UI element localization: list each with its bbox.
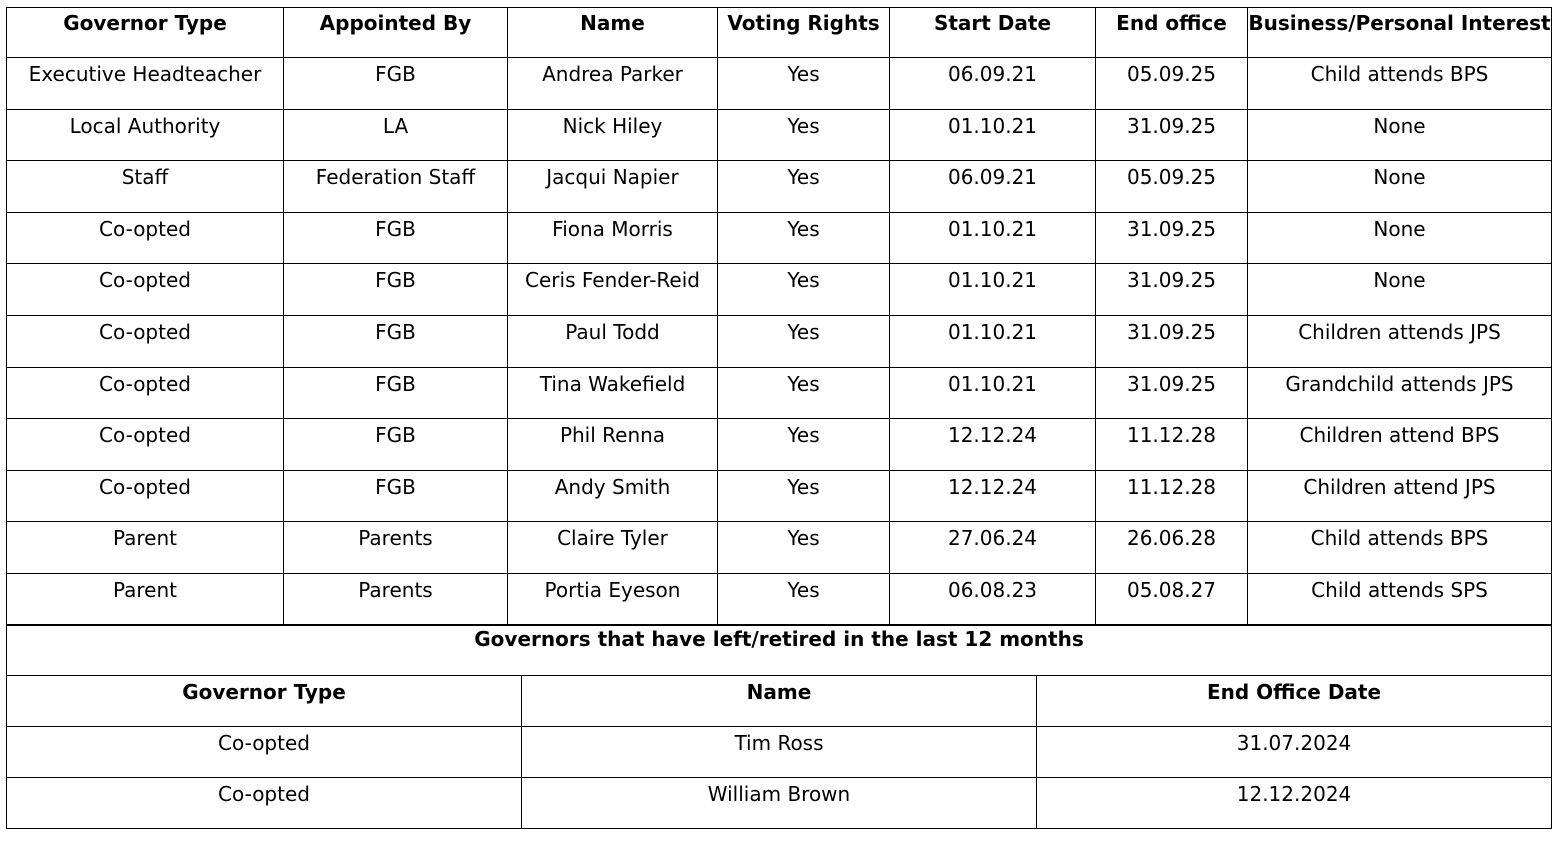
left-governors-table-body — [7, 727, 1552, 829]
table-cell: None — [1248, 161, 1552, 213]
table-cell: 01.10.21 — [890, 264, 1096, 316]
section-title-row — [7, 625, 1552, 676]
column-header: Name — [508, 8, 718, 58]
table-cell: William Brown — [522, 778, 1037, 829]
table-cell: Co-opted — [7, 367, 284, 419]
table-cell: 05.09.25 — [1096, 58, 1248, 110]
table-cell: 31.09.25 — [1096, 264, 1248, 316]
table-cell: Parent — [7, 573, 284, 625]
table-cell: Co-opted — [7, 315, 284, 367]
table-row — [7, 470, 1552, 522]
table-cell: Child attends BPS — [1248, 58, 1552, 110]
left-governors-table — [6, 624, 1552, 829]
table-cell: Yes — [718, 470, 890, 522]
table-cell: 05.09.25 — [1096, 161, 1248, 213]
table-cell: Ceris Fender-Reid — [508, 264, 718, 316]
table-cell: Co-opted — [7, 419, 284, 471]
header-row — [7, 8, 1552, 58]
table-cell: 06.09.21 — [890, 161, 1096, 213]
table-cell: 12.12.2024 — [1037, 778, 1552, 829]
table-cell: Paul Todd — [508, 315, 718, 367]
table-row — [7, 778, 1552, 829]
governors-table — [6, 7, 1552, 626]
table-cell: Yes — [718, 573, 890, 625]
table-cell: Phil Renna — [508, 419, 718, 471]
table-cell: Local Authority — [7, 109, 284, 161]
table-cell: Yes — [718, 161, 890, 213]
table-cell: Co-opted — [7, 470, 284, 522]
table-cell: Andrea Parker — [508, 58, 718, 110]
table-cell: Yes — [718, 212, 890, 264]
column-header: Governor Type — [7, 8, 284, 58]
table-cell: Nick Hiley — [508, 109, 718, 161]
table-cell: FGB — [284, 470, 508, 522]
table-cell: 31.07.2024 — [1037, 727, 1552, 778]
column-header: End office — [1096, 8, 1248, 58]
table-cell: Federation Staff — [284, 161, 508, 213]
table-cell: Andy Smith — [508, 470, 718, 522]
table-row — [7, 522, 1552, 574]
column-header: Name — [522, 676, 1037, 727]
column-header: Start Date — [890, 8, 1096, 58]
table-cell: 01.10.21 — [890, 315, 1096, 367]
table-cell: Child attends SPS — [1248, 573, 1552, 625]
table-cell: FGB — [284, 367, 508, 419]
table-cell: Yes — [718, 367, 890, 419]
table-cell: None — [1248, 264, 1552, 316]
table-cell: Co-opted — [7, 212, 284, 264]
table-cell: Claire Tyler — [508, 522, 718, 574]
column-header: End Office Date — [1037, 676, 1552, 727]
table-row — [7, 58, 1552, 110]
table-row — [7, 419, 1552, 471]
table-cell: 05.08.27 — [1096, 573, 1248, 625]
table-cell: FGB — [284, 315, 508, 367]
table-row — [7, 161, 1552, 213]
table-cell: Yes — [718, 58, 890, 110]
table-cell: 01.10.21 — [890, 109, 1096, 161]
table-cell: Jacqui Napier — [508, 161, 718, 213]
table-cell: FGB — [284, 264, 508, 316]
table-cell: None — [1248, 109, 1552, 161]
table-cell: FGB — [284, 419, 508, 471]
table-cell: FGB — [284, 212, 508, 264]
table-cell: Child attends BPS — [1248, 522, 1552, 574]
table-cell: LA — [284, 109, 508, 161]
column-header: Governor Type — [7, 676, 522, 727]
table-row — [7, 264, 1552, 316]
table-cell: 31.09.25 — [1096, 212, 1248, 264]
table-row — [7, 573, 1552, 625]
table-cell: Parents — [284, 522, 508, 574]
header-row — [7, 676, 1552, 727]
table-cell: Children attend BPS — [1248, 419, 1552, 471]
table-row — [7, 367, 1552, 419]
table-row — [7, 212, 1552, 264]
table-cell: Yes — [718, 264, 890, 316]
table-cell: 31.09.25 — [1096, 315, 1248, 367]
table-cell: 31.09.25 — [1096, 367, 1248, 419]
table-cell: 01.10.21 — [890, 367, 1096, 419]
table-cell: Co-opted — [7, 727, 522, 778]
table-cell: Yes — [718, 419, 890, 471]
table-cell: Yes — [718, 522, 890, 574]
column-header: Business/Personal Interest — [1248, 8, 1552, 58]
table-cell: 26.06.28 — [1096, 522, 1248, 574]
table-cell: Tina Wakefield — [508, 367, 718, 419]
table-cell: 31.09.25 — [1096, 109, 1248, 161]
table-cell: Parents — [284, 573, 508, 625]
table-cell: Children attends JPS — [1248, 315, 1552, 367]
table-cell: 11.12.28 — [1096, 470, 1248, 522]
governors-table-body — [7, 58, 1552, 626]
table-cell: Parent — [7, 522, 284, 574]
table-cell: 12.12.24 — [890, 419, 1096, 471]
table-cell: 01.10.21 — [890, 212, 1096, 264]
table-cell: 06.09.21 — [890, 58, 1096, 110]
table-cell: Portia Eyeson — [508, 573, 718, 625]
table-cell: Yes — [718, 109, 890, 161]
section-title: Governors that have left/retired in the last 12 months — [7, 625, 1552, 676]
table-cell: 12.12.24 — [890, 470, 1096, 522]
column-header: Voting Rights — [718, 8, 890, 58]
table-cell: Tim Ross — [522, 727, 1037, 778]
table-cell: Children attend JPS — [1248, 470, 1552, 522]
table-row — [7, 727, 1552, 778]
table-cell: 06.08.23 — [890, 573, 1096, 625]
table-cell: None — [1248, 212, 1552, 264]
table-row — [7, 109, 1552, 161]
table-row — [7, 315, 1552, 367]
table-cell: Co-opted — [7, 778, 522, 829]
table-cell: 27.06.24 — [890, 522, 1096, 574]
table-cell: 11.12.28 — [1096, 419, 1248, 471]
table-cell: Fiona Morris — [508, 212, 718, 264]
table-cell: Grandchild attends JPS — [1248, 367, 1552, 419]
table-cell: Yes — [718, 315, 890, 367]
table-cell: Staff — [7, 161, 284, 213]
table-cell: Co-opted — [7, 264, 284, 316]
column-header: Appointed By — [284, 8, 508, 58]
table-cell: Executive Headteacher — [7, 58, 284, 110]
table-cell: FGB — [284, 58, 508, 110]
